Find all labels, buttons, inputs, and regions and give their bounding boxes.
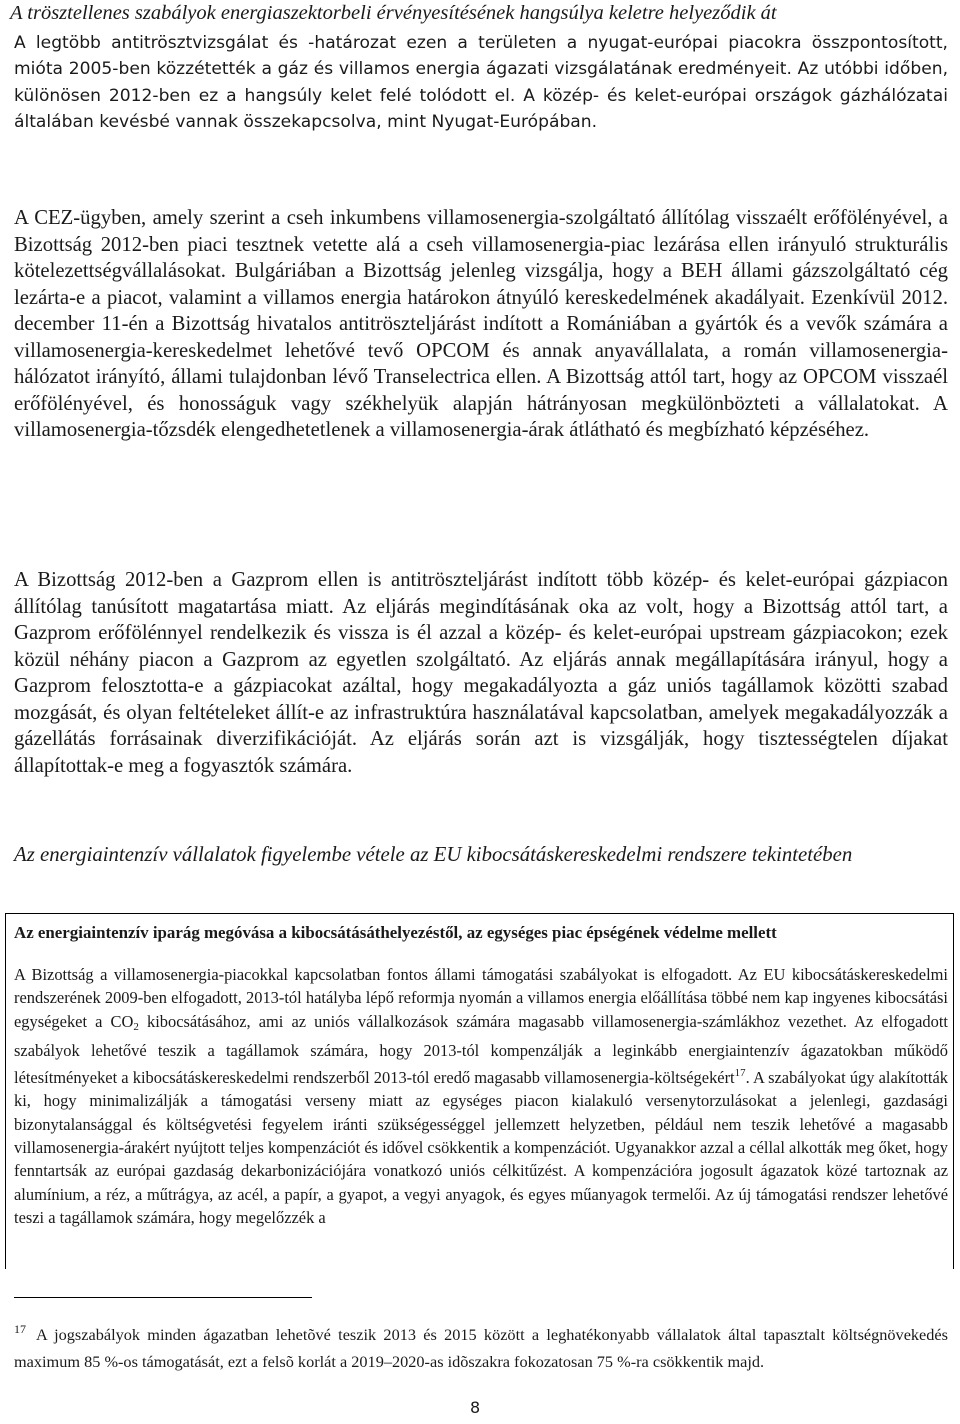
footnote-17 <box>14 1316 948 1375</box>
paragraph-intro: A legtöbb antitrösztvizsgálat és -határozat ezen a területen a nyugat-európai piacokra összpontosított, mióta 2005-ben közzétették a gáz és villamos energia ágazati vizsgálatának eredményeit. Az utóbbi időben, különösen 2012-ben ez a hangsúly kelet felé tolódott el. A közép- és kelet-európai országok gázhálózatai általában kevésbé vannak összekapcsolva, mint Nyugat-Európában. <box>14 33 948 132</box>
page-number: 8 <box>470 1398 481 1417</box>
info-box-text-part2: kibocsátásához, ami az uniós vállalkozások számára magasabb villamosenergia-számlákhoz vezethet. Az elfogadott szabályok lehetővé teszik a tagállamok számára, hogy 2013-tól kompenzálják a leginkább energiaintenzív ágazatokban működő létesítményeket a kibocsátáskereskedelmi rendszerből 2013-tól eredő magasabb villamosenergia-költségekért <box>14 1011 948 1088</box>
section-heading-antitrust-east: A trösztellenes szabályok energiaszektorbeli érvényesítésének hangsúlya keletre helyeződik át <box>10 2 777 24</box>
info-box-body <box>14 963 948 1269</box>
footnote-text: A jogszabályok minden ágazatban lehetõvé teszik 2013 és 2015 között a leghatékonyabb vállalatok által tapasztalt költségnövekedés maximum 85 %-os támogatását, ezt a felsõ korlát a 2019–2020-as idõszakra fokozatosan 75 %-ra csökkentik majd. <box>14 1325 948 1371</box>
info-box-text-part1: A Bizottság a villamosenergia-piacokkal kapcsolatban fontos állami támogatási szabályokat is elfogadott. Az EU kibocsátáskereskedelmi rendszerének 2009-ben elfogadott, 2013-tól hatályba lépő reformja nyomán a villamos energia előállítása többé nem kap ingyenes kibocsátási egységeket a CO <box>14 965 948 1031</box>
footnote-separator <box>14 1297 312 1298</box>
co2-subscript: 2 <box>133 1020 139 1033</box>
paragraph-cez-case: A CEZ-ügyben, amely szerint a cseh inkumbens villamosenergia-szolgáltató állítólag visszaélt erőfölényével, a Bizottság 2012-ben piaci tesztnek vetette alá a cseh villamosenergia-piac lezárása ellen irányuló strukturális kötelezettségvállalásokat. Bulgáriában a Bizottság jelenleg vizsgálja, hogy a BEH állami gázszolgáltató cég lezárta-e a piacot, valamint a villamos energia határokon átnyúló kereskedelmének akadályait. Ezenkívül 2012. december 11-én a Bizottság hivatalos antitröszteljárást indított a Romániában a gyártók és a vevők számára a villamosenergia-kereskedelmet lehetővé tevő OPCOM és annak anyavállalata, a román villamosenergia-hálózatot irányító, állami tulajdonban lévő Transelectrica ellen. A Bizottság attól tart, hogy az OPCOM visszaél erőfölényével, és honosságuk vagy székhelyük alapján hátrányosan megkülönbözteti a vállalatokat. A villamosenergia-tőzsdék elengedhetetlenek a villamosenergia-árak átlátható és megbízható képzéséhez. <box>14 207 948 441</box>
footnote-mark: 17 <box>14 1322 26 1336</box>
paragraph-gazprom: A Bizottság 2012-ben a Gazprom ellen is antitröszteljárást indított több közép- és kelet-európai gázpiacon állítólag tanúsított magatartása miatt. Az eljárás megindításának oka az volt, hogy a Bizottság attól tart, a Gazprom erőfölénnyel rendelkezik és vissza is él azzal a közép- és kelet-európai upstream gázpiacokon; ezek közül néhány piacon a Gazprom az egyetlen szolgáltató. Az eljárás annak megállapítására irányul, hogy a Gazprom felosztotta-e a gázpiacokat azáltal, hogy megakadályozta a gáz uniós tagállamok közötti szabad mozgását, és olyan feltételeket állít-e az infrastruktúra használatával kapcsolatban, amelyek megakadályozzák a gázellátás forrásainak diverzifikációját. Az eljárás során azt is vizsgálják, hogy tisztességtelen díjakat állapítottak-e meg a fogyasztók számára. <box>14 569 948 777</box>
footnote-reference[interactable]: 17 <box>734 1067 746 1080</box>
section-heading-energy-intensive: Az energiaintenzív vállalatok figyelembe vétele az EU kibocsátáskereskedelmi rendszere tekintetében <box>14 843 853 866</box>
info-box-text-part3: . A szabályokat úgy alakították ki, hogy minimalizálják a támogatási verseny miatt az egységes piacon kialakuló versenytorzulásokat a jelenlegi, gazdasági bizonytalansággal és költségvetési fegyelem iránti szükségességgel jellemzett helyzetben, például nem teszik lehetővé a magasabb villamosenergia-árakért nyújtott teljes kompenzációt és idővel csökkentik a kompenzációt. Ugyanakkor azzal a céllal alkották meg őket, hogy fenntartsák az európai gazdaság dekarbonizációjára vonatkozó uniós célkitűzést. A kompenzációra jogosult ágazatok közé tartoznak az alumínium, a réz, a műtrágya, az acél, a papír, a gyapot, a vegyi anyagok, és egyes műanyagok termelői. Az új támogatási rendszer lehetővé teszi a tagállamok számára, hogy megelőzzék a <box>14 1068 948 1227</box>
info-box-title: Az energiaintenzív iparág megóvása a kibocsátásáthelyezéstől, az egységes piac épségének védelme mellett <box>14 923 777 942</box>
